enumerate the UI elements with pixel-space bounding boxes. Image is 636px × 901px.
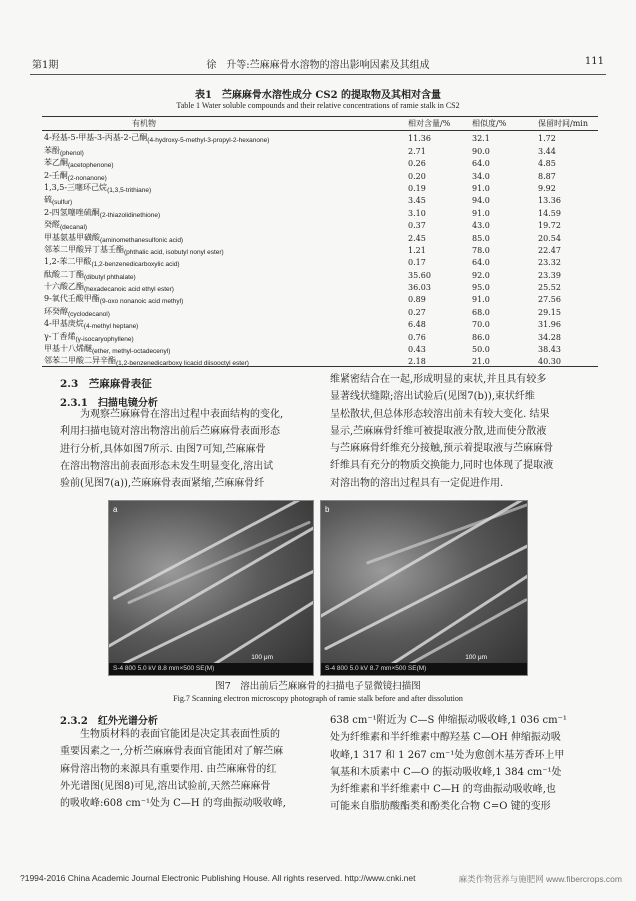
journal-issue: 第1期 <box>32 60 59 71</box>
compound-name <box>42 218 406 230</box>
retention-time: 13.36 <box>538 196 561 206</box>
compound-name-en: (sulfur) <box>52 199 73 207</box>
compound-name <box>42 255 406 267</box>
compound-name-en: (hexadecanoic acid ethyl ester) <box>84 286 174 294</box>
retention-time: 9.92 <box>538 183 556 193</box>
table-caption-en: Table 1 Water soluble compounds and their relative concentrations of ramie stalk in CS2 <box>176 101 460 110</box>
sem-image-a <box>108 500 314 676</box>
compound-name-cn: 1,2-苯二甲酸 <box>44 257 92 267</box>
compounds-table <box>42 116 598 367</box>
compound-name-cn: 9-氧代壬酸甲酯 <box>44 294 100 304</box>
table-row <box>42 143 598 155</box>
compound-name-en: (decanal) <box>60 224 88 232</box>
compound-name <box>42 329 406 341</box>
similarity: 34.0 <box>472 171 490 181</box>
compound-name-en: (1,2-benzenedicarboxy licacid diisooctyl ester) <box>116 360 249 368</box>
retention-time: 4.85 <box>538 159 556 169</box>
compound-name-cn: 环癸醇 <box>44 306 68 316</box>
line: 的吸收峰:608 cm⁻¹处为 C—H 的弯曲振动吸收峰, <box>60 798 286 810</box>
table-row <box>42 317 598 329</box>
compound-name-cn: 十六酸乙酯 <box>44 282 84 292</box>
line: 显著线状缝隙;溶出试验后(见图7(b)),束状纤维 <box>330 391 535 403</box>
compound-name <box>42 243 406 255</box>
table-caption-cn: 表1 苎麻麻骨水溶性成分 CS2 的提取物及其相对含量 <box>194 90 442 101</box>
table-header-row <box>42 117 598 131</box>
relative-content: 0.17 <box>408 258 426 268</box>
compound-name-en: (ether, methyl-octadecenyl) <box>92 348 171 356</box>
similarity: 90.0 <box>472 146 490 156</box>
line: 呈松散状,但总体形态较溶出前未有较大变化. 结果 <box>330 408 550 420</box>
scale-label-a: 100 μm <box>251 654 273 661</box>
compound-name-en: (4-hydroxy-5-methyl-3-propyl-2-hexanone) <box>147 137 270 145</box>
relative-content: 36.03 <box>408 283 431 293</box>
compound-name-cn: 邻苯二甲酸二异辛酯 <box>44 356 116 366</box>
relative-content: 2.45 <box>408 233 426 243</box>
compound-name-cn: 1,3,5-三噻环己烷 <box>44 182 108 192</box>
line: 为观察苎麻麻骨在溶出过程中表面结构的变化, <box>80 409 284 420</box>
similarity: 86.0 <box>472 332 490 342</box>
similarity: 68.0 <box>472 307 490 317</box>
compound-name-cn: 酞酸二丁酯 <box>44 269 84 279</box>
similarity: 64.0 <box>472 159 490 169</box>
table-row <box>42 193 598 205</box>
relative-content: 0.27 <box>408 307 426 317</box>
compound-name-en: (aminomethanesulfonic acid) <box>100 236 184 244</box>
retention-time: 3.44 <box>538 146 556 156</box>
line: 生物质材料的表面官能团是决定其表面性质的 <box>80 729 280 740</box>
relative-content: 35.60 <box>408 270 431 280</box>
compound-name-cn: 2-壬酮 <box>44 170 68 180</box>
line: 对溶出物的溶出过程具有一定促进作用. <box>330 477 504 489</box>
compound-name-en: (1,2-benzenedicarboxylic acid) <box>91 261 180 269</box>
retention-time: 29.15 <box>538 307 561 317</box>
line: 外光谱图(见图8)可见,溶出试验前,天然苎麻麻骨 <box>60 780 271 792</box>
subsection-heading-2-3-1: 2.3.1 扫描电镜分析 <box>60 398 158 409</box>
line: 麻骨溶出物的来源具有重要作用. 由苎麻麻骨的红 <box>60 763 277 775</box>
table-row <box>42 181 598 193</box>
compound-name-en: (4-methyl heptane) <box>83 323 139 331</box>
relative-content: 0.89 <box>408 295 426 305</box>
retention-time: 14.59 <box>538 208 561 218</box>
line: 显示,苎麻麻骨纤维可被提取液分散,进而使分散液 <box>330 425 547 437</box>
retention-time: 27.56 <box>538 295 561 305</box>
panel-label-a: a <box>113 505 118 514</box>
retention-time: 22.47 <box>538 245 561 255</box>
table-row <box>42 342 598 354</box>
table-row <box>42 267 598 279</box>
compound-name <box>42 181 406 193</box>
compound-name <box>42 267 406 279</box>
retention-time: 20.54 <box>538 233 561 243</box>
retention-time: 34.28 <box>538 332 561 342</box>
compound-name <box>42 205 406 217</box>
compound-name-en: (9-oxo nonanoic acid methyl) <box>99 298 184 306</box>
line: 维紧密结合在一起,形成明显的束状,并且具有较多 <box>330 374 547 385</box>
similarity: 64.0 <box>472 258 490 268</box>
relative-content: 0.76 <box>408 332 426 342</box>
compound-name-cn: 2-四氢噻唑硫酮 <box>44 207 100 217</box>
similarity: 95.0 <box>472 283 490 293</box>
compound-name-cn: 甲基十八烯醚 <box>44 344 92 354</box>
compound-name-cn: 4-羟基-5-甲基-3-丙基-2-己酮 <box>44 133 148 143</box>
compound-name-cn: 苯酚 <box>44 145 60 155</box>
paragraph-sem-left <box>60 406 312 492</box>
line: 638 cm⁻¹附近为 C—S 伸缩振动吸收峰,1 036 cm⁻¹ <box>330 715 567 726</box>
compound-name <box>42 156 406 168</box>
watermark-footer: 麻类作物营养与施肥网 www.fibercrops.com <box>458 874 622 884</box>
relative-content: 0.20 <box>408 171 426 181</box>
compound-name-cn: 苯乙酮 <box>44 158 68 168</box>
compound-name <box>42 193 406 205</box>
retention-time: 19.72 <box>538 221 561 231</box>
scale-label-b: 100 μm <box>465 654 487 661</box>
compound-name-cn: 4-甲基庚烷 <box>44 319 84 329</box>
line: 纤维具有充分的物质交换能力,同时也体现了提取液 <box>330 460 554 472</box>
figure-caption-en: Fig.7 Scanning electron microscopy photograph of ramie stalk before and after dissolution <box>173 694 463 703</box>
section-heading-2-3: 2.3 苎麻麻骨表征 <box>60 378 152 390</box>
similarity: 91.0 <box>472 208 490 218</box>
page-number: 111 <box>584 56 604 67</box>
table-row <box>42 156 598 168</box>
compound-name-cn: γ-丁香烯 <box>44 331 76 341</box>
table-row <box>42 131 598 144</box>
table-row <box>42 205 598 217</box>
paragraph-sem-right <box>330 371 592 492</box>
compound-name <box>42 280 406 292</box>
similarity: 91.0 <box>472 183 490 193</box>
similarity: 70.0 <box>472 320 490 330</box>
paragraph-ir-left <box>60 726 312 812</box>
similarity: 94.0 <box>472 196 490 206</box>
relative-content: 0.26 <box>408 159 426 169</box>
compound-name <box>42 342 406 354</box>
compound-name <box>42 143 406 155</box>
compound-name <box>42 131 406 144</box>
similarity: 78.0 <box>472 245 490 255</box>
line: 进行分析,具体如图7所示. 由图7可知,苎麻麻骨 <box>60 443 266 455</box>
table-row <box>42 304 598 316</box>
col-header-similarity: 相似度/% <box>472 119 507 128</box>
line: 在溶出物溶出前表面形态未发生明显变化,溶出试 <box>60 460 274 472</box>
relative-content: 0.19 <box>408 183 426 193</box>
compound-name-en: (phenol) <box>60 149 84 157</box>
line: 收峰,1 317 和 1 267 cm⁻¹处为愈创木基芳香环上甲 <box>330 749 565 761</box>
table-row <box>42 243 598 255</box>
compound-name-cn: 甲基氨基甲磺酸 <box>44 232 100 242</box>
compound-name-en: (cyclodecanol) <box>68 310 110 318</box>
running-title: 徐 升等:苎麻麻骨水溶物的溶出影响因素及其组成 <box>206 60 430 71</box>
table-row <box>42 292 598 304</box>
compound-name <box>42 317 406 329</box>
compound-name <box>42 168 406 180</box>
compound-name-en: (dibutyl phthalate) <box>84 273 136 281</box>
sem-info-bar-b: S-4 800 5.0 kV 8.7 mm×500 SE(M) <box>321 663 527 675</box>
line: 为纤维素和半纤维素中 C—H 的弯曲振动吸收峰,也 <box>330 784 556 796</box>
col-header-content: 相对含量/% <box>408 119 451 128</box>
relative-content: 6.48 <box>408 320 426 330</box>
similarity: 91.0 <box>472 295 490 305</box>
similarity: 85.0 <box>472 233 490 243</box>
compound-name-cn: 癸醛 <box>44 220 60 230</box>
compound-name <box>42 292 406 304</box>
compound-name-en: (acetophenone) <box>68 162 114 170</box>
compound-name-en: (phthalic acid, isobutyl nonyl ester) <box>124 248 224 256</box>
relative-content: 0.37 <box>408 221 426 231</box>
paragraph-ir-right <box>330 712 592 816</box>
relative-content: 3.10 <box>408 208 426 218</box>
copyright-footer: ?1994-2016 China Academic Journal Electronic Publishing House. All rights reserved. http://www.cnki.net <box>20 873 416 883</box>
compound-name-en: (γ-isocaryophyllene) <box>75 335 134 343</box>
compound-name <box>42 354 406 367</box>
retention-time: 1.72 <box>538 134 556 144</box>
line: 利用扫描电镜对溶出物溶出前后苎麻麻骨表面形态 <box>60 426 280 438</box>
table-row <box>42 354 598 367</box>
line: 与苎麻麻骨纤维充分接触,预示着提取液与苎麻麻骨 <box>330 443 554 455</box>
col-header-compound: 有机物 <box>132 119 156 128</box>
line: 可能来自脂肪酸酯类和酚类化合物 C=O 键的变形 <box>330 801 551 813</box>
line: 氧基和木质素中 C—O 的振动吸收峰,1 384 cm⁻¹处 <box>330 766 562 778</box>
table-row <box>42 168 598 180</box>
header-rule <box>30 74 606 75</box>
similarity: 50.0 <box>472 345 490 355</box>
similarity: 92.0 <box>472 270 490 280</box>
relative-content: 2.71 <box>408 146 426 156</box>
compound-name <box>42 304 406 316</box>
compound-name-en: (2-nonanone) <box>67 174 107 182</box>
relative-content: 2.18 <box>408 357 426 367</box>
line: 重要因素之一,分析苎麻麻骨表面官能团对了解苎麻 <box>60 746 284 758</box>
retention-time: 8.87 <box>538 171 556 181</box>
table-row <box>42 218 598 230</box>
similarity: 43.0 <box>472 221 490 231</box>
retention-time: 31.96 <box>538 320 561 330</box>
retention-time: 23.39 <box>538 270 561 280</box>
retention-time: 25.52 <box>538 283 561 293</box>
line: 处为纤维素和半纤维素中醇羟基 C—OH 伸缩振动吸 <box>330 732 561 744</box>
retention-time: 40.30 <box>538 357 561 367</box>
compound-name-cn: 邻苯二甲酸异丁基壬酯 <box>44 244 124 254</box>
similarity: 32.1 <box>472 134 490 144</box>
table-row <box>42 280 598 292</box>
compound-name-cn: 硫 <box>44 195 52 205</box>
sem-info-bar-a: S-4 800 5.0 kV 8.8 mm×500 SE(M) <box>109 663 313 675</box>
relative-content: 1.21 <box>408 245 426 255</box>
figure-caption-cn: 图7 溶出前后苎麻麻骨的扫描电子显微镜扫描图 <box>215 681 421 692</box>
compound-name <box>42 230 406 242</box>
subsection-heading-2-3-2: 2.3.2 红外光谱分析 <box>60 716 158 727</box>
relative-content: 3.45 <box>408 196 426 206</box>
table-row <box>42 230 598 242</box>
compound-name-en: (1,3,5-trithiane) <box>107 186 152 194</box>
compound-name-en: (2-thiazolidinethione) <box>99 211 161 219</box>
table-row <box>42 329 598 341</box>
table-row <box>42 255 598 267</box>
relative-content: 0.43 <box>408 345 426 355</box>
similarity: 21.0 <box>472 357 490 367</box>
col-header-retention: 保留时间/min <box>538 119 588 128</box>
relative-content: 11.36 <box>408 134 431 144</box>
panel-label-b: b <box>325 505 330 514</box>
retention-time: 23.32 <box>538 258 561 268</box>
line: 验前(见图7(a)),苎麻麻骨表面紧缩,苎麻麻骨纤 <box>60 478 265 490</box>
sem-image-b <box>320 500 528 676</box>
retention-time: 38.43 <box>538 345 561 355</box>
